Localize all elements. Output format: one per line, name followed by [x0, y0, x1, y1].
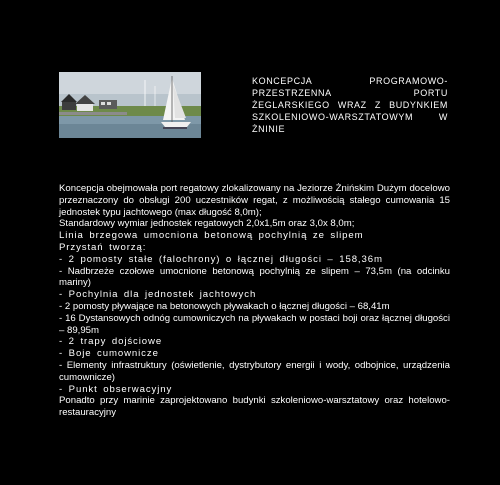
list-item: - Nadbrzeże czołowe umocnione betonową pochylnią ze slipem – 73,5m (na odcinku mariny) — [59, 265, 450, 289]
closing-paragraph: Ponadto przy marinie zaprojektowano budynki szkoleniowo-warsztatowy oraz hotelowo-restauracyjny — [59, 395, 450, 419]
dimensions-line: Standardowy wymiar jednostek regatowych 2,0x1,5m oraz 3,0x 8,0m; — [59, 218, 355, 230]
description-text — [59, 183, 450, 419]
list-item: - Boje cumownicze — [59, 348, 159, 360]
list-item: - 2 trapy dojściowe — [59, 336, 163, 348]
harbour-heading: Przystań tworzą: — [59, 241, 147, 253]
intro-paragraph: Koncepcja obejmowała port regatowy zlokalizowany na Jeziorze Żnińskim Dużym docelowo przeznaczony do obsługi 200 uczestników regat, z możliwością stałego cumowania 15 jednostek typu jachtowego (max długość 8,0m); — [59, 183, 450, 218]
page-title: KONCEPCJA PROGRAMOWO-PRZESTRZENNA PORTU ŻEGLARSKIEGO WRAZ Z BUDYNKIEM SZKOLENIOWO-WARSZTATOWYM W ŻNINIE — [252, 76, 448, 134]
shoreline-line: Linia brzegowa umocniona betonową pochylnią ze slipem — [59, 230, 364, 242]
list-item: - Elementy infrastruktury (oświetlenie, dystrybutory energii i wody, odbojnice, urządzenia cumownicze) — [59, 359, 450, 383]
port-visualization-image — [59, 72, 201, 138]
list-item: - Punkt obserwacyjny — [59, 383, 173, 395]
list-item: - 2 pomosty stałe (falochrony) o łącznej długości – 158,36m — [59, 253, 383, 265]
list-item: - Pochylnia dla jednostek jachtowych — [59, 289, 257, 301]
list-item: - 2 pomosty pływające na betonowych pływakach o łącznej długości – 68,41m — [59, 300, 390, 312]
list-item: - 16 Dystansowych odnóg cumowniczych na pływakach w postaci boji oraz łącznej długości – 89,95m — [59, 312, 450, 336]
